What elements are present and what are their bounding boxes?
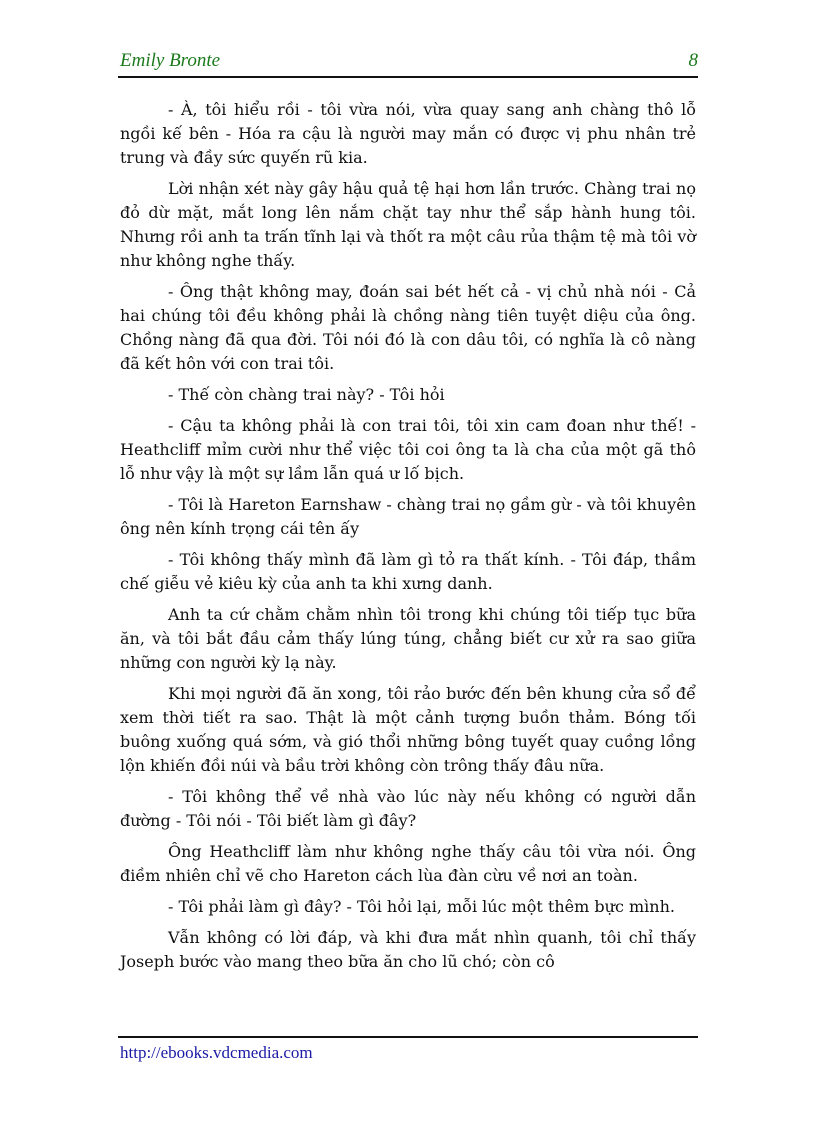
paragraph: Anh ta cứ chằm chằm nhìn tôi trong khi chúng tôi tiếp tục bữa ăn, và tôi bắt đầu cảm thấy lúng túng, chẳng biết cư xử ra sao giữa những con người kỳ lạ này. [120,605,696,672]
header-rule [118,76,698,78]
paragraph: - Tôi không thể về nhà vào lúc này nếu không có người dẫn đường - Tôi nói - Tôi biết làm gì đây? [120,787,696,830]
paragraph: - Tôi phải làm gì đây? - Tôi hỏi lại, mỗi lúc một thêm bực mình. [168,897,675,916]
footer-url-link[interactable]: http://ebooks.vdcmedia.com [120,1043,313,1062]
page-number: 8 [688,50,698,71]
paragraph: - Tôi là Hareton Earnshaw - chàng trai nọ gầm gừ - và tôi khuyên ông nên kính trọng cái tên ấy [120,495,696,538]
paragraph: - Thế còn chàng trai này? - Tôi hỏi [168,385,445,404]
body-text [120,98,696,981]
paragraph: Lời nhận xét này gây hậu quả tệ hại hơn lần trước. Chàng trai nọ đỏ dừ mặt, mắt long lên nắm chặt tay như thể sắp hành hung tôi. Nhưng rồi anh ta trấn tĩnh lại và thốt ra một câu rủa thậm tệ mà tôi vờ như không nghe thấy. [120,179,696,270]
header-author: Emily Bronte [120,50,221,71]
paragraph: Vẫn không có lời đáp, và khi đưa mắt nhìn quanh, tôi chỉ thấy Joseph bước vào mang theo bữa ăn cho lũ chó; còn cô [120,928,696,971]
footer-rule [118,1036,698,1038]
paragraph: Ông Heathcliff làm như không nghe thấy câu tôi vừa nói. Ông điềm nhiên chỉ vẽ cho Hareton cách lùa đàn cừu về nơi an toàn. [120,842,696,885]
paragraph: - À, tôi hiểu rồi - tôi vừa nói, vừa quay sang anh chàng thô lỗ ngồi kế bên - Hóa ra cậu là người may mắn có được vị phu nhân trẻ trung và đầy sức quyến rũ kia. [120,100,696,167]
paragraph: Khi mọi người đã ăn xong, tôi rảo bước đến bên khung cửa sổ để xem thời tiết ra sao. Thật là một cảnh tượng buồn thảm. Bóng tối buông xuống quá sớm, và gió thổi những bông tuyết quay cuồng lồng lộn khiến đồi núi và bầu trời không còn trông thấy đâu nữa. [120,684,696,775]
paragraph: - Cậu ta không phải là con trai tôi, tôi xin cam đoan như thế! - Heathcliff mỉm cười như thể việc tôi coi ông ta là cha của một gã thô lỗ như vậy là một sự lầm lẫn quá ư lố bịch. [120,416,696,483]
paragraph: - Tôi không thấy mình đã làm gì tỏ ra thất kính. - Tôi đáp, thầm chế giễu vẻ kiêu kỳ của anh ta khi xưng danh. [120,550,696,593]
paragraph: - Ông thật không may, đoán sai bét hết cả - vị chủ nhà nói - Cả hai chúng tôi đều không phải là chồng nàng tiên tuyệt diệu của ông. Chồng nàng đã qua đời. Tôi nói đó là con dâu tôi, có nghĩa là cô nàng đã kết hôn với con trai tôi. [120,282,696,373]
